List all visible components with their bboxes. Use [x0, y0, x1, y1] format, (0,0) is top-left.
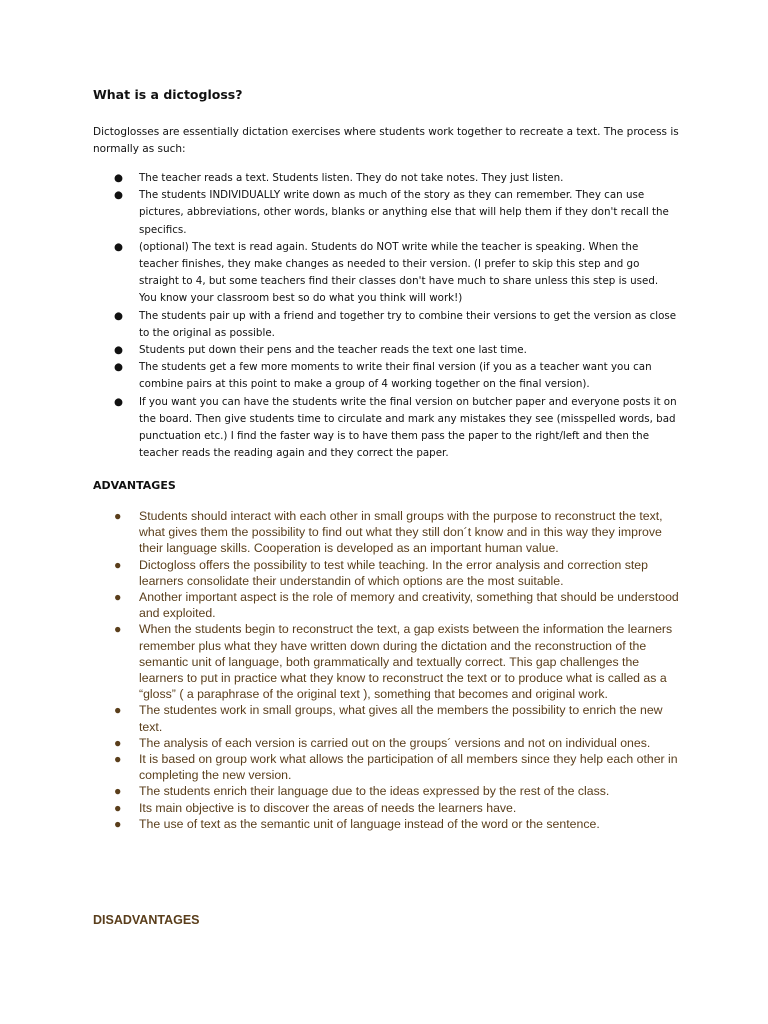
- bullet-icon: ●: [114, 344, 123, 357]
- list-item: [114, 359, 679, 393]
- list-item: [114, 508, 679, 557]
- list-item: [114, 702, 679, 734]
- list-item-text: The students get a few more moments to write their final version (if you as a teacher want you can combine pairs at this point to make a group of 4 working together on the final version).: [139, 361, 652, 391]
- disadvantages-heading: DISADVANTAGES: [93, 913, 200, 927]
- list-item-text: The studentes work in small groups, what gives all the members the possibility to enrich the new text.: [139, 703, 663, 734]
- bullet-icon: ●: [114, 752, 122, 767]
- bullet-icon: ●: [114, 703, 122, 718]
- intro-paragraph: Dictoglosses are essentially dictation exercises where students work together to recreate a text. The process is normally as such:: [93, 126, 679, 155]
- list-item-text: Its main objective is to discover the areas of needs the learners have.: [139, 800, 517, 815]
- advantages-heading: ADVANTAGES: [93, 479, 176, 492]
- bullet-icon: ●: [114, 395, 123, 408]
- list-item-text: (optional) The text is read again. Students do NOT write while the teacher is speaking. When the teacher finishes, they make changes as needed to their version. (I prefer to skip this step and go straight to 4, but some teachers find their classes don't have much to share unless this step is used. You know your classroom best so do what you think will work!): [139, 240, 659, 305]
- bullet-icon: ●: [114, 735, 122, 750]
- list-item-text: The use of text as the semantic unit of language instead of the word or the sentence.: [139, 816, 600, 831]
- list-item: [114, 735, 679, 751]
- bullet-icon: ●: [114, 509, 122, 523]
- list-item-text: When the students begin to reconstruct the text, a gap exists between the information the learners remember plus what they have written down during the dictation and the reconstruction of the semantic unit of language, both grammatically and textually correct. This gap challenges the learners to put in practice what they know to reconstruct the text or to produce what is called as a “gloss” ( a paraphrase of the original text ), something that becomes and original work.: [139, 622, 673, 702]
- list-item: [114, 589, 679, 621]
- list-item-text: The students enrich their language due to the ideas expressed by the rest of the class.: [139, 784, 610, 799]
- list-item-text: The students INDIVIDUALLY write down as much of the story as they can remember. They can use pictures, abbreviations, other words, blanks or anything else that will help them if they don't recall the specifics.: [139, 189, 669, 236]
- list-item-text: Dictogloss offers the possibility to test while teaching. In the error analysis and correction step learners consolidate their understandin of which options are the most suitable.: [139, 557, 648, 588]
- list-item: [114, 800, 679, 816]
- list-item: [114, 557, 679, 589]
- bullet-icon: ●: [114, 309, 123, 322]
- list-item: [114, 751, 679, 783]
- list-item: [114, 816, 679, 832]
- advantages-list: [114, 508, 679, 832]
- list-item: [114, 308, 679, 342]
- list-item-text: Students put down their pens and the teacher reads the text one last time.: [139, 344, 527, 357]
- bullet-icon: ●: [114, 816, 122, 831]
- bullet-icon: ●: [114, 590, 122, 605]
- list-item-text: The teacher reads a text. Students listen. They do not take notes. They just listen.: [139, 172, 564, 184]
- bullet-icon: ●: [114, 622, 122, 637]
- list-item: [114, 170, 679, 187]
- list-item: [114, 394, 679, 463]
- list-item: [114, 342, 679, 359]
- bullet-icon: ●: [114, 189, 123, 202]
- list-item: [114, 239, 679, 308]
- list-item-text: The analysis of each version is carried out on the groups´ versions and not on individual ones.: [139, 735, 651, 750]
- bullet-icon: ●: [114, 240, 123, 253]
- list-item: [114, 187, 679, 239]
- list-item-text: Another important aspect is the role of memory and creativity, something that should be understood and exploited.: [139, 590, 679, 621]
- bullet-icon: ●: [114, 784, 122, 799]
- list-item-text: If you want you can have the students write the final version on butcher paper and everyone posts it on the board. Then give students time to circulate and mark any mistakes they see (misspelled words, bad punctuation etc.) I find the faster way is to have them pass the paper to the right/left and then the teacher reads the reading again and they correct the paper.: [139, 395, 677, 460]
- bullet-icon: ●: [114, 800, 122, 815]
- list-item-text: It is based on group work what allows the participation of all members since they help each other in completing the new version.: [139, 752, 678, 783]
- list-item: [114, 621, 679, 702]
- list-item-text: Students should interact with each other in small groups with the purpose to reconstruct the text, what gives them the possibility to find out what they still don´t know and in this way they improve their language skills. Cooperation is developed as an important human value.: [139, 509, 663, 556]
- process-steps-list: [114, 170, 679, 462]
- bullet-icon: ●: [114, 172, 123, 184]
- list-item: [114, 783, 679, 799]
- page-title: What is a dictogloss?: [93, 87, 243, 102]
- list-item-text: The students pair up with a friend and together try to combine their versions to get the version as close to the original as possible.: [139, 309, 677, 339]
- bullet-icon: ●: [114, 361, 123, 374]
- bullet-icon: ●: [114, 557, 122, 572]
